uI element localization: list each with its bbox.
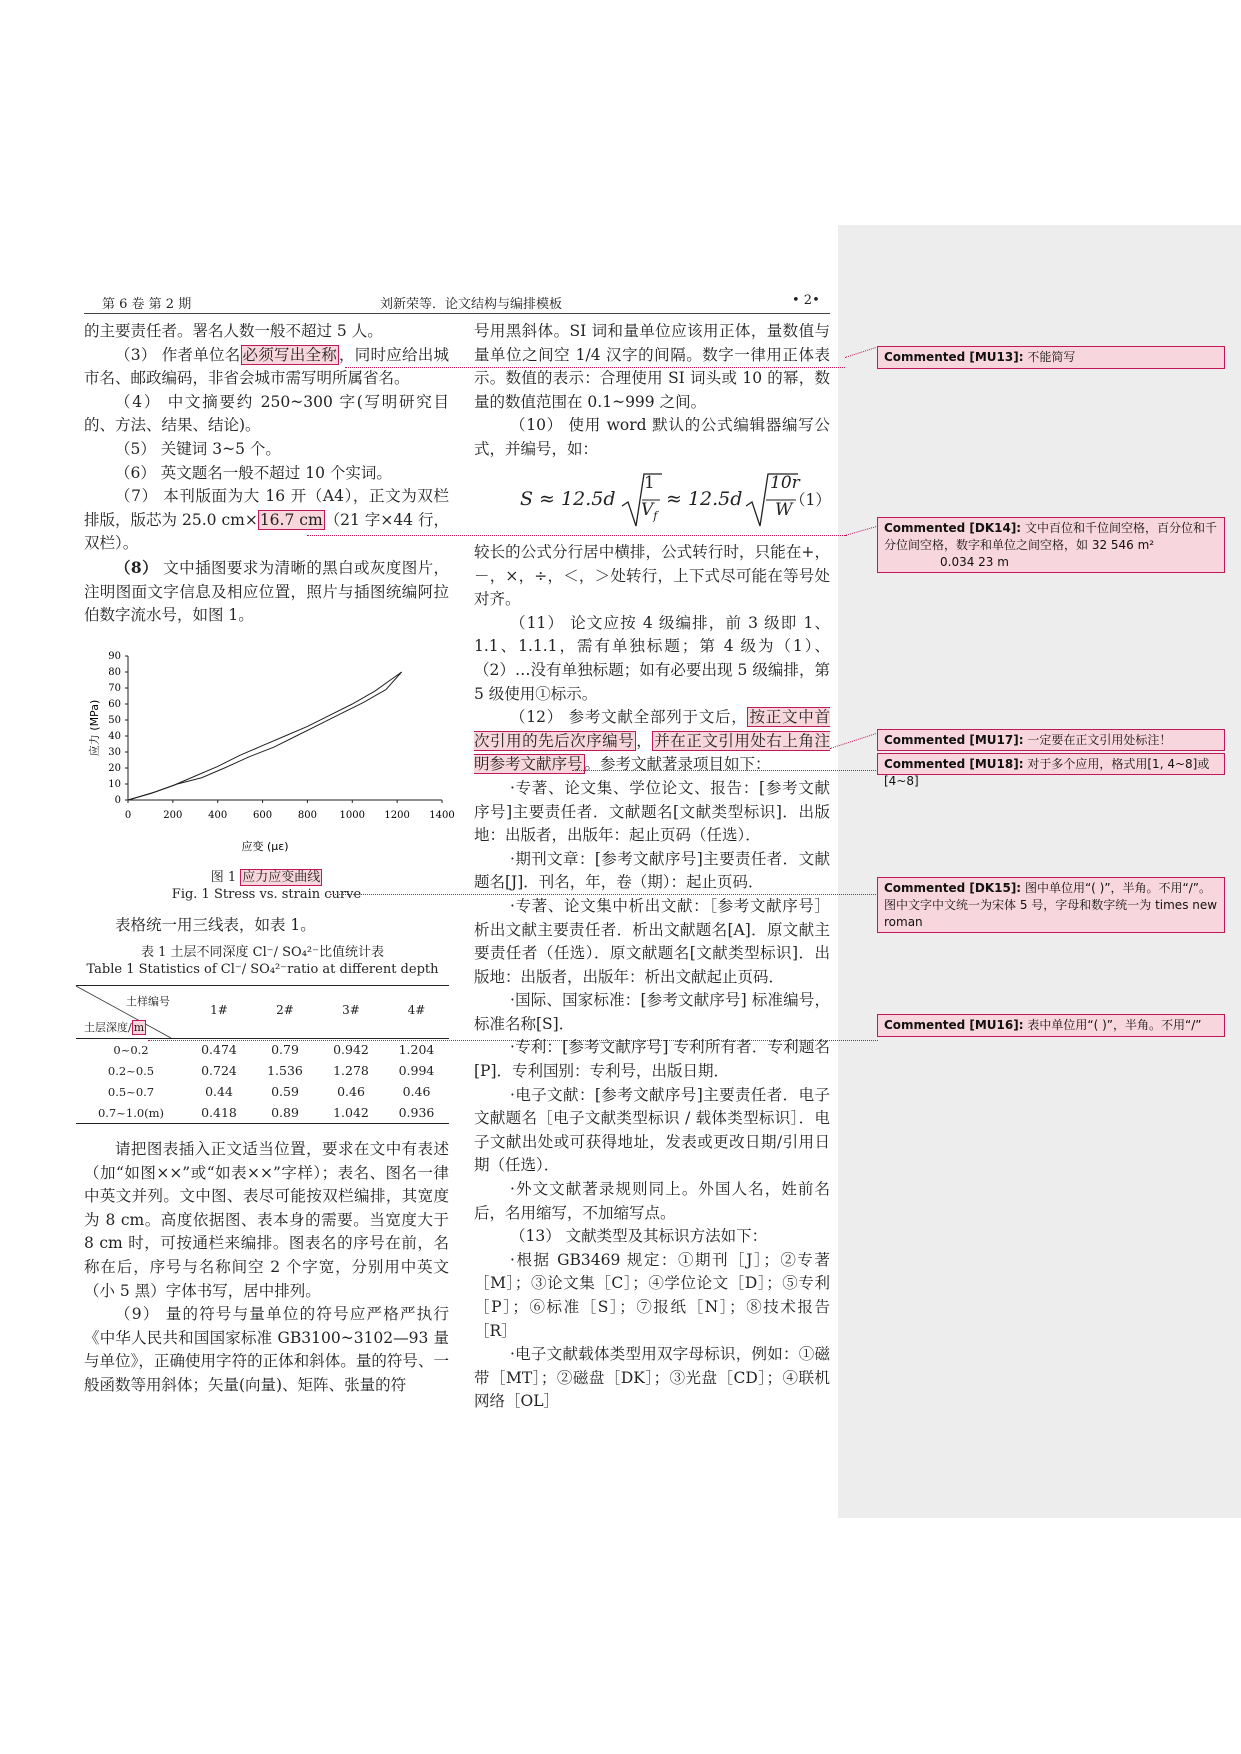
- x-axis-label: 应变 (με): [241, 840, 289, 853]
- right-column-lower: [474, 541, 830, 1414]
- header-volume: 第 6 卷 第 2 期: [102, 297, 192, 312]
- comment-highlight[interactable]: 并在正文引用处右上角注明参考文献序号: [474, 731, 830, 774]
- x-tick-label: 200: [163, 810, 183, 821]
- table-cell: 1.278: [333, 1063, 369, 1078]
- y-tick-label: 60: [108, 699, 121, 710]
- y-tick-label: 90: [108, 651, 121, 662]
- comment-balloon[interactable]: Commented [DK14]: 文中百位和千位间空格，百分位和千分位间空格，数字和单位之间空格，如 32 546 m² 0.034 23 m: [877, 517, 1225, 573]
- frac1-den: $V_f$: [641, 500, 658, 523]
- paragraph: ·电子文献：[参考文献序号]主要责任者．电子文献题名［电子文献类型标识 / 载体类型标识］．电子文献出处或可获得地址，发表或更改日期/引用日期（任选）．: [474, 1085, 830, 1175]
- series-line: [128, 672, 402, 800]
- x-tick-label: 600: [253, 810, 273, 821]
- table-cell: 1.204: [398, 1042, 435, 1057]
- comment-connector: [345, 367, 845, 368]
- comment-connector: [148, 1040, 878, 1041]
- paragraph: ·电子文献载体类型用双字母标识，例如：①磁带［MT］；②磁盘［DK］；③光盘［CD］；④联机网络［OL］: [474, 1345, 830, 1411]
- paragraph: （6） 英文题名一般不超过 10 个实词。: [115, 463, 392, 482]
- paragraph: 较长的公式分行居中横排，公式转行时，只能在+，－，×，÷，＜，＞处转行，上下式尽可能在等号处对齐。: [474, 543, 830, 609]
- table-cell: 0.418: [201, 1105, 237, 1120]
- table-title-cn: 表 1 土层不同深度 Cl⁻/ SO₄²⁻比值统计表: [141, 945, 384, 960]
- paragraph: （9） 量的符号与量单位的符号应严格严执行《中华人民共和国国家标准 GB3100~3102—93 量与单位》，正确使用字符的正体和斜体。量的符号、一般函数等用斜体；矢量(向量)、矩阵、张量的符: [84, 1305, 449, 1394]
- table-cell: 1.042: [333, 1105, 369, 1120]
- table-intro: [84, 914, 449, 938]
- y-tick-label: 30: [108, 747, 121, 758]
- table-cell: 0.5~0.7: [107, 1084, 155, 1099]
- y-axis-label: 应力 (MPa): [88, 699, 101, 757]
- table-header: [76, 986, 449, 1039]
- comment-balloon[interactable]: Commented [DK15]: 图中单位用“( )”，半角。不用“/”。图中文字中文统一为宋体 5 号，字母和数字统一为 times new roman: [877, 877, 1225, 933]
- header-rule: [84, 313, 830, 314]
- table-col-header: 2#: [276, 1003, 294, 1017]
- paragraph: ·根据 GB3469 规定：①期刊［J］；②专著［M］；③论文集［C］；④学位论文［D］；⑤专利［P］；⑥标准［S］；⑦报纸［N］；⑧技术报告［R］: [474, 1250, 830, 1340]
- table-cell: 0.89: [271, 1105, 299, 1120]
- table-col-header: 4#: [407, 1003, 426, 1017]
- x-tick-label: 1000: [339, 810, 366, 821]
- comment-connector: [572, 770, 878, 771]
- table-cell: 0.46: [402, 1084, 431, 1099]
- x-tick-label: 800: [297, 810, 317, 821]
- comment-highlight[interactable]: 应力应变曲线: [242, 870, 321, 885]
- table-cell: 0.724: [201, 1063, 237, 1078]
- figure-caption-cn: 图 1 应力应变曲线: [210, 870, 321, 885]
- frac1-num: 1: [644, 473, 655, 493]
- paragraph: 请把图表插入正文适当位置，要求在文中有表述（加“如图××”或“如表××”字样）；表名、图名一律中英文并列。文中图、表尽可能按双栏编排，其宽度为 8 cm。高度依据图、表本身的需要。当宽度大于 8 cm 时，可按通栏来编排。图表名的序号在前，名称在后，序号与名称间空 2 个字宽，分别用中英文（小 5 黑）字体书写，居中排列。: [84, 1140, 449, 1300]
- figure-caption: [84, 866, 449, 902]
- table-body: [76, 1039, 449, 1123]
- paragraph: 号用黑斜体。SI 词和量单位应该用正体，量数值与量单位之间空 1/4 汉字的间隔。数字一律用正体表示。数值的表示：合理使用 SI 词头或 10 的幂，数量的数值范围在 0.1~999 之间。: [474, 322, 830, 411]
- comment-highlight[interactable]: 16.7 cm: [259, 510, 323, 529]
- table-cell: 0.936: [398, 1105, 435, 1120]
- comments-pane: [838, 225, 1241, 1518]
- paragraph: （11） 论文应按 4 级编排，前 3 级即 1、1.1、1.1.1，需有单独标题；第 4 级为（1）、（2）…没有单独标题；如有必要出现 5 级编排，第 5 级使用①标示。: [474, 613, 830, 703]
- left-column-lower: [84, 1138, 449, 1398]
- header-title: 刘新荣等．论文结构与编排模板: [380, 297, 563, 312]
- paragraph: 表格统一用三线表，如表 1。: [115, 916, 316, 934]
- figure-caption-en: Fig. 1 Stress vs. strain curve: [171, 887, 362, 902]
- table-row: [76, 1039, 449, 1060]
- header-page: • 2•: [792, 293, 820, 308]
- table-1: [76, 985, 449, 1124]
- paragraph: （7） 本刊版面为大 16 开（A4），正文为双栏排版，版芯为 25.0 cm× 16.7 cm （21 字×44 行，双栏）。: [84, 487, 449, 553]
- table-cell: 0.474: [201, 1042, 237, 1057]
- table-cell: 0.59: [271, 1084, 299, 1099]
- table-row: [76, 1081, 449, 1102]
- series-line: [128, 672, 402, 800]
- table-cell: 0~0.2: [113, 1042, 149, 1057]
- table-cell: 0.79: [271, 1042, 299, 1057]
- y-tick-label: 20: [108, 763, 121, 774]
- paragraph: （8） 文中插图要求为清晰的黑白或灰度图片，注明图面文字信息及相应位置，照片与插图统编阿拉伯数字流水号，如图 1。: [84, 557, 449, 625]
- comment-highlight[interactable]: 必须写出全称: [242, 345, 337, 364]
- paragraph: （10） 使用 word 默认的公式编辑器编写公式，并编号，如：: [474, 416, 830, 458]
- table-diag-top: 土样编号: [126, 995, 170, 1008]
- comment-connector: [307, 535, 847, 536]
- table-col-header: 3#: [342, 1003, 360, 1017]
- x-tick-label: 1200: [384, 810, 410, 821]
- y-tick-label: 10: [108, 779, 121, 790]
- stress-strain-chart: [84, 648, 455, 888]
- x-tick-label: 400: [208, 810, 228, 821]
- table-cell: 0.2~0.5: [107, 1063, 155, 1078]
- right-column: [474, 320, 830, 462]
- paragraph: （4） 中文摘要约 250~300 字(写明研究目的、方法、结果、结论)。: [84, 392, 449, 435]
- comment-balloon[interactable]: Commented [MU18]: 对于多个应用，格式用[1, 4~8]或[4~8]: [877, 753, 1225, 775]
- formula-left: S ≈ 12.5d: [520, 488, 616, 510]
- table-cell: 0.7~1.0(m): [97, 1105, 165, 1120]
- table-diag-bottom: 土层深度/ m: [84, 1021, 145, 1034]
- paragraph: ·专著、论文集、学位论文、报告：[参考文献序号]主要责任者．文献题名[文献类型标识]．出版地：出版者，出版年：起止页码（任选）．: [474, 778, 830, 845]
- table-col-header: 1#: [210, 1003, 228, 1017]
- table-cell: 0.942: [333, 1042, 369, 1057]
- paragraph: ·专著、论文集中析出文献：［参考文献序号］析出文献主要责任者．析出文献题名[A]．原文献主要责任者（任选）．原文献题名[文献类型标识]．出版地：出版者，出版年：析出文献起止页码．: [474, 896, 830, 986]
- x-tick-label: 1400: [429, 810, 455, 821]
- comment-highlight[interactable]: m: [133, 1021, 145, 1034]
- paragraph: （12） 参考文献全部列于文后， 按正文中首次引用的先后次序编号 ， 并在正文引用处右上角注明参考文献序号 。参考文献著录项目如下：: [474, 708, 830, 774]
- paragraph: ·国际、国家标准：[参考文献序号] 标准编号，标准名称[S]．: [474, 991, 830, 1033]
- y-tick-label: 0: [114, 795, 121, 806]
- frac2-den: W: [775, 500, 793, 520]
- comment-balloon[interactable]: Commented [MU17]: 一定要在正文引用处标注！: [877, 729, 1225, 751]
- comment-balloon[interactable]: Commented [MU13]: 不能简写: [877, 346, 1225, 369]
- table-cell: 0.46: [337, 1084, 365, 1099]
- table-cell: 1.536: [267, 1063, 303, 1078]
- figure-1: [84, 648, 455, 888]
- table-row: [76, 1060, 449, 1081]
- table-cell: 0.994: [398, 1063, 435, 1078]
- formula-mid: ≈ 12.5d: [666, 488, 743, 510]
- x-tick-label: 0: [124, 810, 132, 821]
- paragraph: ·专利：[参考文献序号] 专利所有者．专利题名[P]．专利国别：专利号，出版日期．: [474, 1038, 830, 1081]
- paragraph: ·期刊文章：[参考文献序号]主要责任者．文献题名[J]．刊名，年，卷（期）：起止页码．: [474, 849, 830, 892]
- paragraph: （3） 作者单位名 必须写出全称 ，同时应给出城市名、邮政编码，非省会城市需写明所属省名。: [84, 345, 449, 388]
- equation-1: [520, 470, 830, 530]
- comment-highlight[interactable]: 按正文中首次引用的先后次序编号: [474, 708, 830, 750]
- equation-number: （1）: [790, 491, 831, 509]
- comment-balloon[interactable]: Commented [MU16]: 表中单位用“( )”，半角。不用“/”: [877, 1014, 1225, 1037]
- y-tick-label: 80: [108, 667, 121, 678]
- comment-connector: [330, 894, 878, 895]
- paragraph: ·外文文献著录规则同上。外国人名，姓前名后，名用缩写，不加缩写点。: [474, 1180, 830, 1222]
- frac2-num: 10r: [770, 473, 800, 493]
- y-tick-label: 40: [108, 731, 121, 742]
- paragraph: 的主要责任者。署名人数一般不超过 5 人。: [84, 322, 383, 340]
- table-row: [76, 1102, 449, 1123]
- paragraph: （5） 关键词 3~5 个。: [115, 439, 281, 458]
- paragraph: （13） 文献类型及其标识方法如下：: [510, 1227, 768, 1246]
- y-tick-label: 50: [108, 715, 121, 726]
- y-tick-label: 70: [108, 683, 121, 694]
- table-cell: 0.44: [205, 1084, 233, 1099]
- table-title-en: Table 1 Statistics of Cl⁻/ SO₄²⁻ratio at different depth: [86, 962, 439, 977]
